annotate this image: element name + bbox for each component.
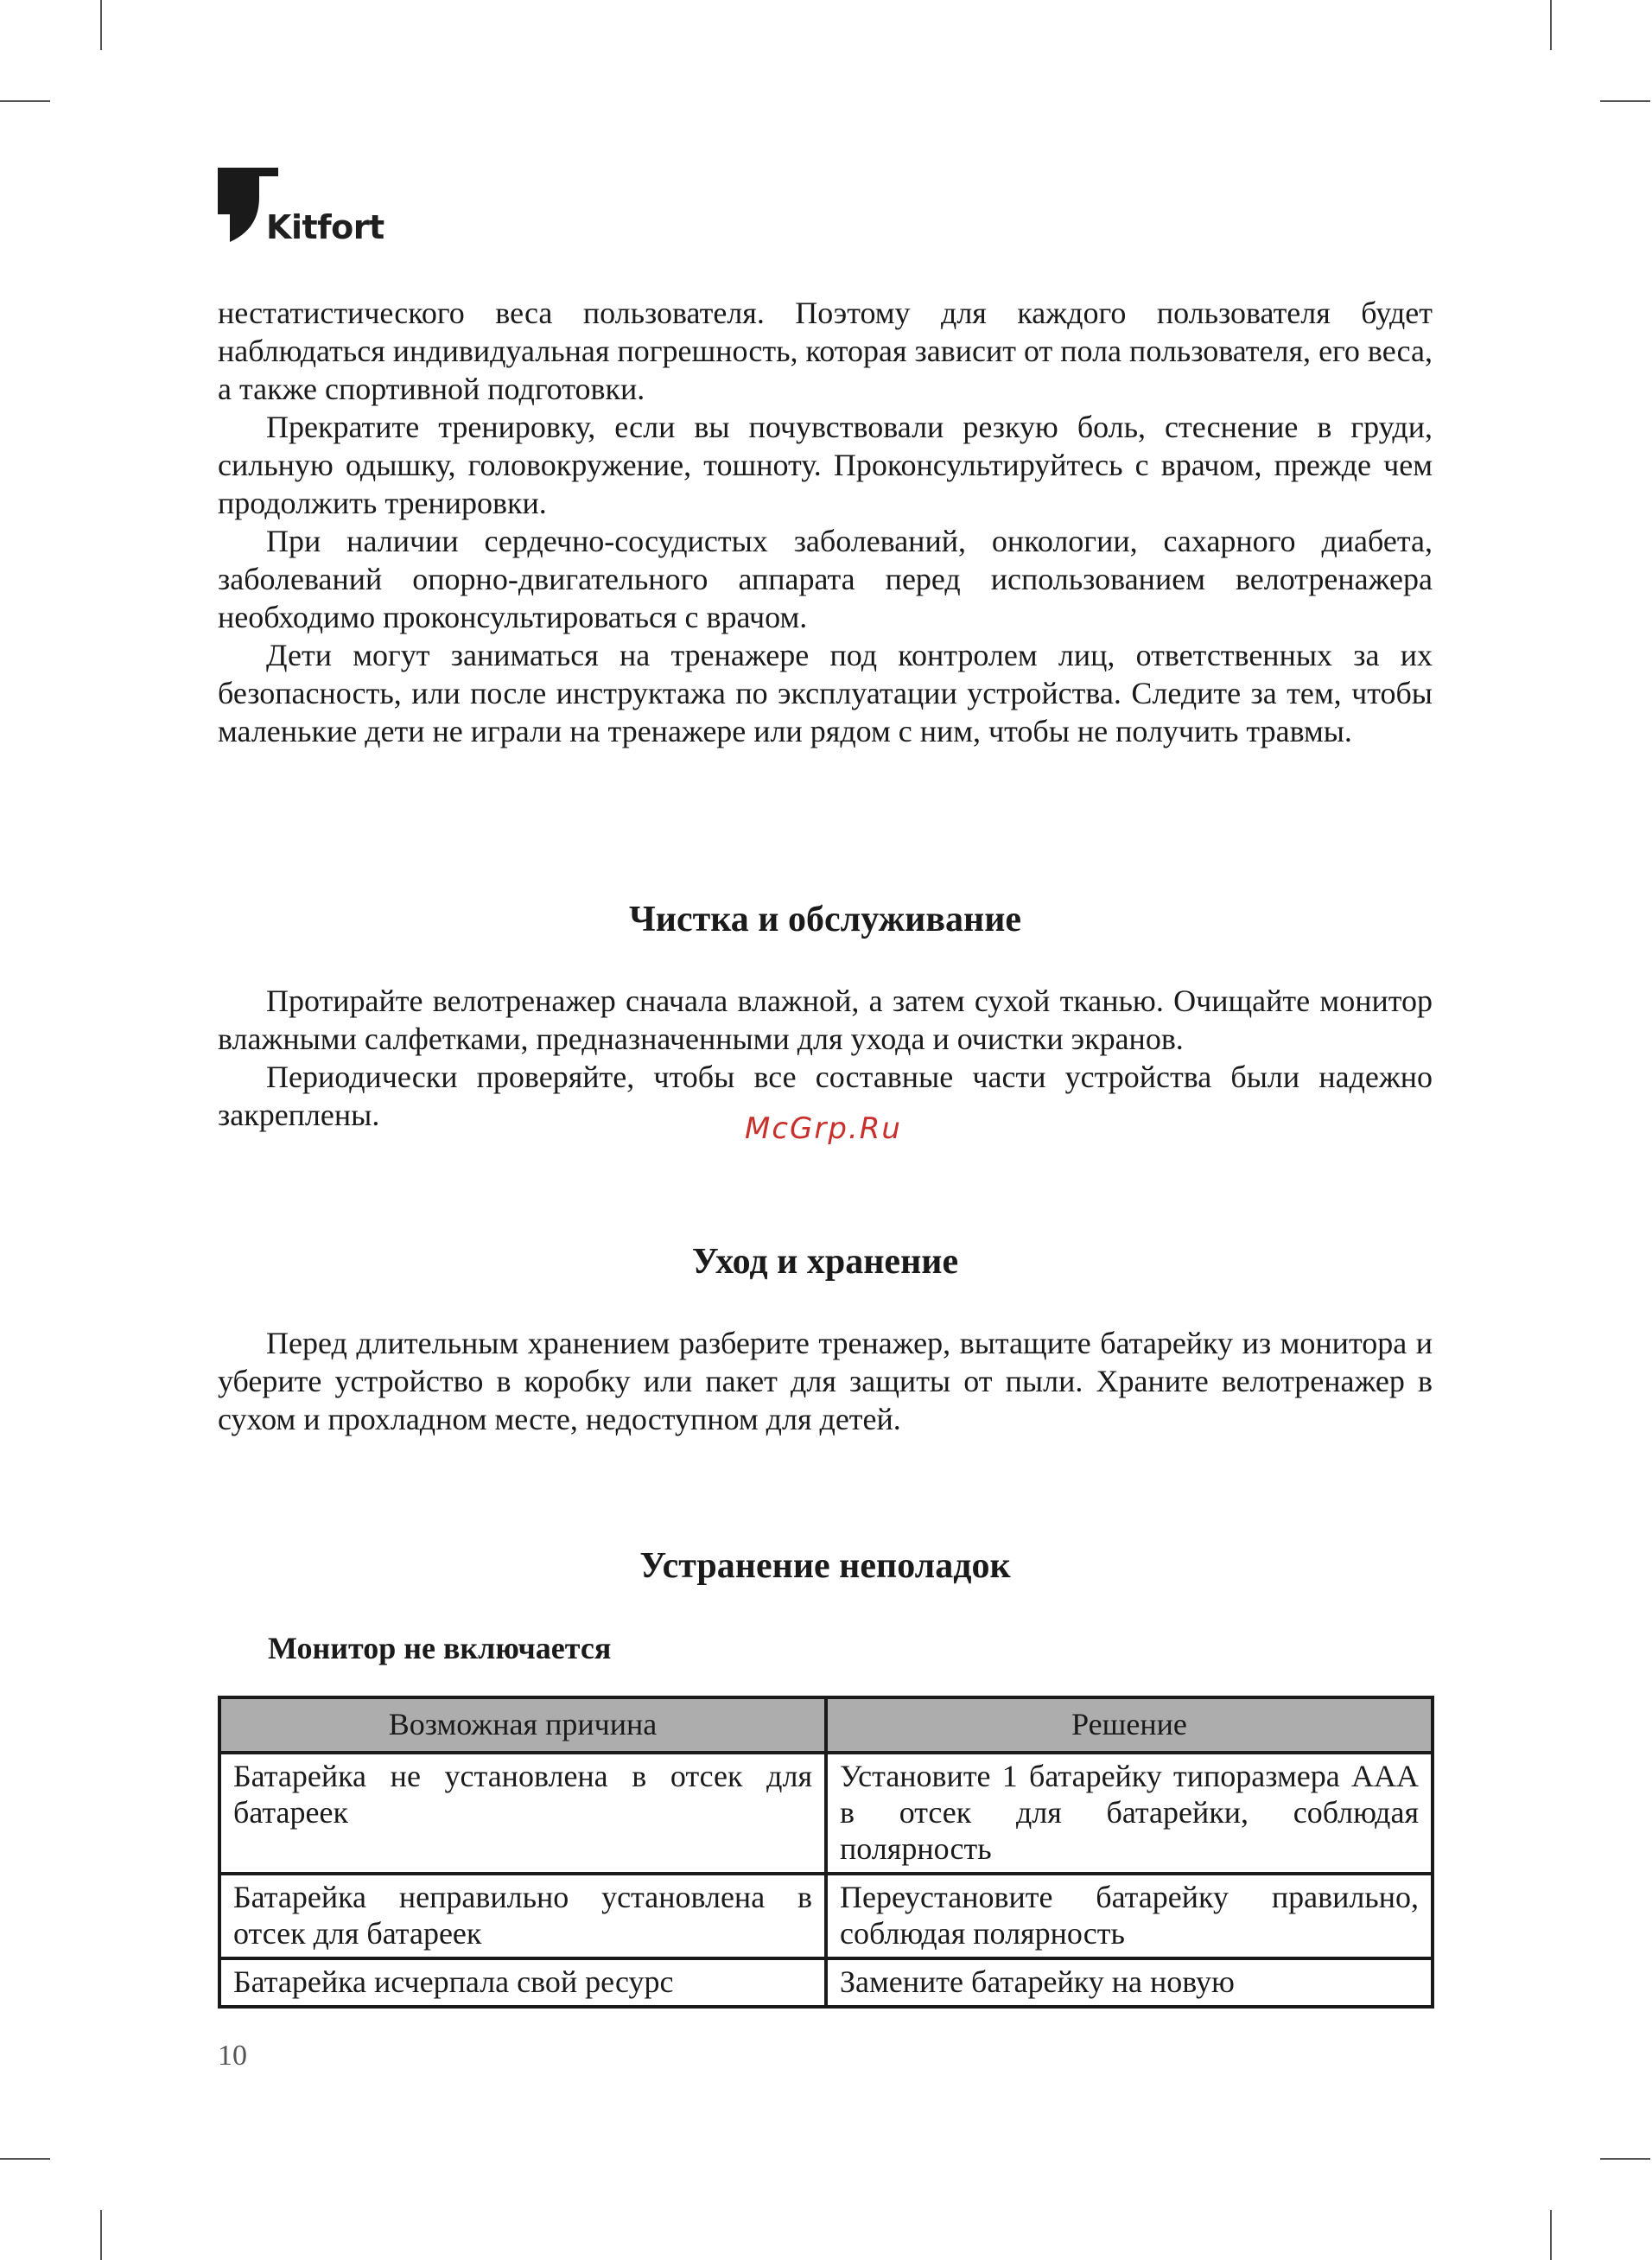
intro-text (218, 294, 1433, 750)
paragraph: При наличии сердечно-сосудистых заболеваний, онкологии, сахарного диабета, заболеваний опорно-двигательного аппарата перед использованием велотренажера необходимо проконсультироваться с врачом. (218, 524, 1433, 634)
watermark: McGrp.Ru (745, 1111, 902, 1146)
brand-logo (218, 168, 391, 247)
paragraph: нестатистического веса пользователя. Поэтому для каждого пользователя будет наблюдаться индивидуальная погрешность, которая зависит от пола пользователя, его веса, а также спортивной подготовки. (218, 296, 1433, 406)
solution-cell: Замените батарейку на новую (826, 1958, 1433, 2007)
crop-mark (1550, 2210, 1552, 2260)
table-row (219, 1753, 1433, 1874)
table-row (219, 1874, 1433, 1958)
section-title-storage: Уход и хранение (691, 1242, 959, 1282)
crop-mark (1600, 2158, 1650, 2160)
crop-mark (100, 0, 102, 50)
solution-cell: Переустановите батарейку правильно, соблюдая полярность (826, 1874, 1433, 1958)
column-header-solution: Решение (826, 1697, 1433, 1753)
paragraph: Протирайте велотренажер сначала влажной, а затем сухой тканью. Очищайте монитор влажными салфетками, предназначенными для ухода и очистки экранов. (218, 984, 1433, 1056)
paragraph: Прекратите тренировку, если вы почувствовали резкую боль, стеснение в груди, сильную одышку, головокружение, тошноту. Проконсультируйтесь с врачом, прежде чем продолжить тренировки. (218, 410, 1433, 520)
table-header-row (219, 1697, 1433, 1753)
cause-cell: Батарейка не установлена в отсек для батареек (219, 1753, 826, 1874)
section-title-cleaning: Чистка и обслуживание (628, 900, 1022, 939)
column-header-cause: Возможная причина (219, 1697, 826, 1753)
page-number: 10 (218, 2040, 247, 2072)
crop-mark (100, 2210, 102, 2260)
crop-mark (0, 100, 50, 102)
cause-cell: Батарейка исчерпала свой ресурс (219, 1958, 826, 2007)
storage-text (218, 1324, 1433, 1438)
troubleshooting-subtitle: Монитор не включается (268, 1631, 612, 1665)
crop-mark (1600, 100, 1650, 102)
brand-name: Kitfort (266, 208, 384, 246)
section-title-troubleshooting: Устранение неполадок (639, 1546, 1011, 1586)
crop-mark (1550, 0, 1552, 50)
troubleshooting-table (218, 1696, 1434, 2009)
paragraph: Периодически проверяйте, чтобы все составные части устройства были надежно закреплены. (218, 1060, 1433, 1132)
paragraph: Дети могут заниматься на тренажере под контролем лиц, ответственных за их безопасность, или после инструктажа по эксплуатации устройства. Следите за тем, чтобы маленькие дети не играли на тренажере или рядом с ним, чтобы не получить травмы. (218, 638, 1433, 748)
solution-cell: Установите 1 батарейку типоразмера ААА в отсек для батарейки, соблюдая полярность (826, 1753, 1433, 1874)
crop-mark (0, 2158, 50, 2160)
cause-cell: Батарейка неправильно установлена в отсек для батареек (219, 1874, 826, 1958)
table-row (219, 1958, 1433, 2007)
paragraph: Перед длительным хранением разберите тренажер, вытащите батарейку из монитора и уберите устройство в коробку или пакет для защиты от пыли. Храните велотренажер в сухом и прохладном месте, недоступном для детей. (218, 1326, 1433, 1436)
